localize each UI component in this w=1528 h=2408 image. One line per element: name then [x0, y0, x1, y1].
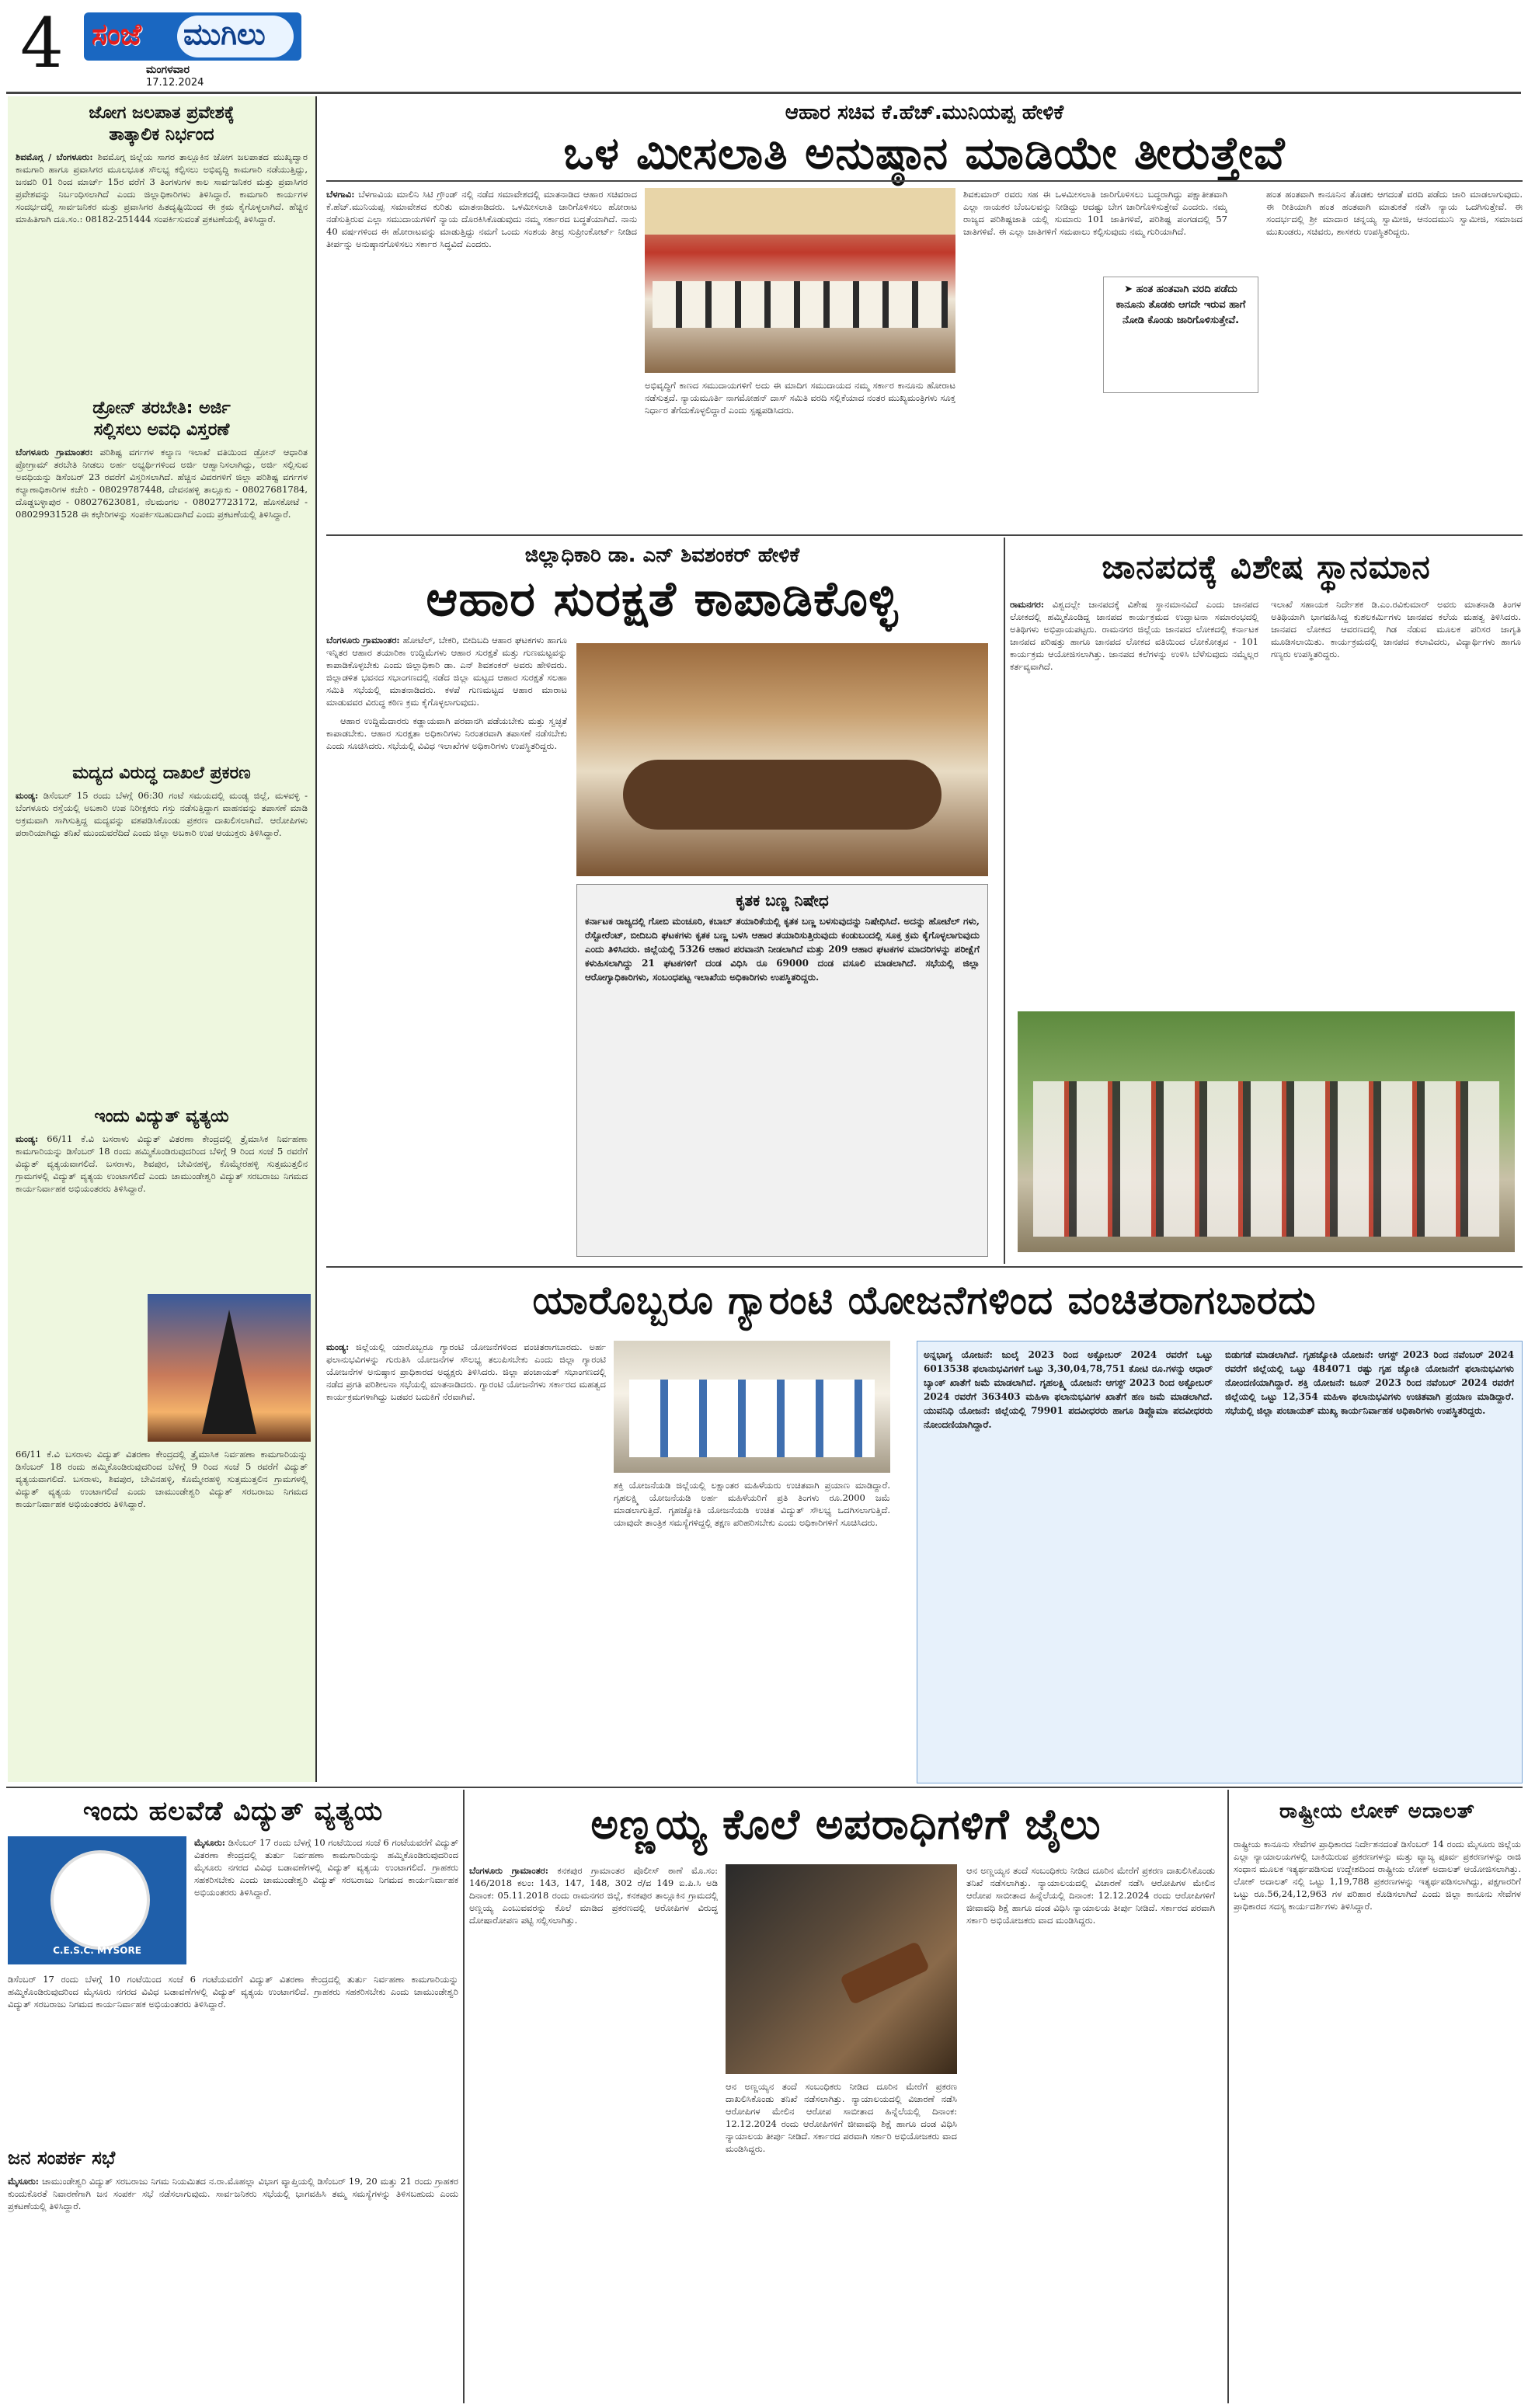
story1-kicker: ಆಹಾರ ಸಚಿವ ಕೆ.ಹೆಚ್.ಮುನಿಯಪ್ಪ ಹೇಳಿಕೆ	[785, 101, 1064, 124]
story1-headline: ಒಳ ಮೀಸಲಾತಿ ಅನುಷ್ಠಾನ ಮಾಡಿಯೇ ತೀರುತ್ತೇವೆ	[563, 127, 1286, 179]
sidebar-body-jog: ಶಿವಮೊಗ್ಗ ಜಿಲ್ಲೆಯ ಸಾಗರ ತಾಲ್ಲೂಕಿನ ಜೋಗ ಜಲಪಾತದ ಮುಖ್ಯದ್ವಾರ ಕಾಮಗಾರಿ ಹಾಗೂ ಪ್ರವಾಸಿಗರ ಮೂಲಭೂತ ಸೌಲಭ್ಯ ಕಲ್ಪಿಸಲು ಅಭಿವೃದ್ಧಿ ಕಾಮಗಾರಿ ನಡೆಯುತ್ತಿದ್ದು, ಜನವರಿ 01 ರಿಂದ ಮಾರ್ಚ್ 15ರ ವರೆಗೆ 3 ತಿಂಗಳುಗಳ ಕಾಲ ಸಾರ್ವಜನಿಕರ ಮತ್ತು ಪ್ರವಾಸಿಗರ ಪ್ರವೇಶವನ್ನು ನಿರ್ಬಂಧಿಸಲಾಗಿದೆ ಎಂದು ಜಿಲ್ಲಾಧಿಕಾರಿಗಳು ತಿಳಿಸಿದ್ದಾರೆ. ಕಾಮಗಾರಿ ಕಾರ್ಯಗಳ ಸಂದರ್ಭದಲ್ಲಿ ಸಾರ್ವಜನಿಕರ ಮತ್ತು ಪ್ರವಾಸಿಗರ ಹಿತದೃಷ್ಟಿಯಿಂದ ಈ ಕ್ರಮ ಕೈಗೊಳ್ಳಲಾಗಿದೆ. ಹೆಚ್ಚಿನ ಮಾಹಿತಿಗಾಗಿ ದೂ.ಸಂ.: 08182-251444 ಸಂಪರ್ಕಿಸುವಂತೆ ಪ್ರಕಟಣೆಯಲ್ಲಿ ತಿಳಿಸಿದ್ದಾರೆ.	[16, 151, 308, 224]
gavel-photo	[726, 1864, 957, 2074]
transmission-tower-icon	[202, 1310, 256, 1434]
story2-box-body: ಕರ್ನಾಟಕ ರಾಜ್ಯದಲ್ಲಿ ಗೋಬಿ ಮಂಚೂರಿ, ಕಬಾಬ್ ತಯಾರಿಕೆಯಲ್ಲಿ ಕೃತಕ ಬಣ್ಣ ಬಳಸುವುದನ್ನು ನಿಷೇಧಿಸಿದೆ. ಅದನ್ನು ಹೋಟೆಲ್ ಗಳು, ರೆಸ್ಟೋರೆಂಟ್, ಬೀದಿಬದಿ ಘಟಕಗಳು ಕೃತಕ ಬಣ್ಣ ಬಳಸಿ ಆಹಾರ ತಯಾರಿಸುತ್ತಿರುವುದು ಕಂಡುಬಂದಲ್ಲಿ ಸೂಕ್ತ ಕ್ರಮ ಕೈಗೊಳ್ಳಲಾಗುವುದು ಎಂದು ತಿಳಿಸಿದರು. ಜಿಲ್ಲೆಯಲ್ಲಿ 5326 ಆಹಾರ ಪರವಾನಗಿ ನೀಡಲಾಗಿದೆ ಮತ್ತು 209 ಆಹಾರ ಘಟಕಗಳ ಮಾದರಿಗಳನ್ನು ಪರೀಕ್ಷೆಗೆ ಕಳುಹಿಸಲಾಗಿದ್ದು 21 ಘಟಕಗಳಿಗೆ ದಂಡ ವಿಧಿಸಿ ರೂ 69000 ದಂಡ ವಸೂಲಿ ಮಾಡಲಾಗಿದೆ. ಸಭೆಯಲ್ಲಿ ಜಿಲ್ಲಾ ಆರೋಗ್ಯಾಧಿಕಾರಿಗಳು, ಸಂಬಂಧಪಟ್ಟ ಇಲಾಖೆಯ ಅಧಿಕಾರಿಗಳು ಉಪಸ್ಥಿತರಿದ್ದರು.	[585, 916, 980, 983]
story6-dateline: ಬೆಂಗಳೂರು ಗ್ರಾಮಾಂತರ:	[469, 1865, 549, 1876]
brand-right: ಮುಗಿಲು	[183, 17, 266, 51]
story1-col4: ಹಂತ ಹಂತವಾಗಿ ಕಾನೂನಿನ ತೊಡಕು ಆಗದಂತೆ ವರದಿ ಪಡೆದು ಜಾರಿ ಮಾಡಲಾಗುವುದು. ಈ ರೀತಿಯಾಗಿ ಹಂತ ಹಂತವಾಗಿ ಮಾತುಕತೆ ನಡೆಸಿ ನ್ಯಾಯ ಒದಗಿಸುತ್ತೇವೆ. ಈ ಸಂದರ್ಭದಲ್ಲಿ ಶ್ರೀ ಮಾದಾರ ಚನ್ನಯ್ಯ ಸ್ವಾಮೀಜಿ, ಆನಂದಮುನಿ ಸ್ವಾಮೀಜಿ, ಸಮಾಜದ ಮುಖಂಡರು, ಸಚಿವರು, ಶಾಸಕರು ಉಪಸ್ಥಿತರಿದ್ದರು.	[1266, 189, 1523, 237]
story2-photo	[576, 643, 988, 876]
story5-body: ಡಿಸೆಂಬರ್ 17 ರಂದು ಬೆಳಗ್ಗೆ 10 ಗಂಟೆಯಿಂದ ಸಂಜೆ 6 ಗಂಟೆಯವರೆಗೆ ವಿದ್ಯುತ್ ವಿತರಣಾ ಕೇಂದ್ರದಲ್ಲಿ ತುರ್ತು ನಿರ್ವಹಣಾ ಕಾಮಗಾರಿಯನ್ನು ಹಮ್ಮಿಕೊಂಡಿರುವುದರಿಂದ ಮೈಸೂರು ನಗರದ ವಿವಿಧ ಬಡಾವಣೆಗಳಲ್ಲಿ ವಿದ್ಯುತ್ ವ್ಯತ್ಯಯ ಉಂಟಾಗಲಿದೆ. ಗ್ರಾಹಕರು ಸಹಕರಿಸಬೇಕು ಎಂದು ಚಾಮುಂಡೇಶ್ವರಿ ವಿದ್ಯುತ್ ಸರಬರಾಜು ನಿಗಮದ ಕಾರ್ಯನಿರ್ವಾಹಕ ಅಭಿಯಂತರರು ತಿಳಿಸಿದ್ದಾರೆ.	[194, 1837, 458, 1898]
dignitaries-row	[653, 281, 948, 328]
masthead	[6, 5, 309, 90]
sidebar-title-jog-1: ಜೋಗ ಜಲಪಾತ ಪ್ರವೇಶಕ್ಕೆ	[89, 103, 235, 123]
story-folk	[1010, 538, 1523, 1264]
stage-banner	[645, 188, 955, 235]
sidebar-title-jog-2: ತಾತ್ಕಾಲಿಕ ನಿರ್ಭಂದ	[109, 125, 214, 144]
story5-headline: ಇಂದು ಹಲವೆಡೆ ವಿದ್ಯುತ್ ವ್ಯತ್ಯಯ	[82, 1796, 384, 1827]
story3-col2: ಇಲಾಖೆ ಸಹಾಯಕ ನಿರ್ದೇಶಕ ಡಿ.ಎಂ.ರವಿಕುಮಾರ್ ಅವರು ಮಾತನಾಡಿ ತಿಂಗಳ ಅತಿಥಿಯಾಗಿ ಭಾಗವಹಿಸಿದ್ದ ಕುಶಲಕರ್ಮಿಗಳು ಜಾನಪದ ಕಲೆಯ ಮಹತ್ವ ತಿಳಿಸಿದರು. ಜಾನಪದ ಲೋಕದ ಆವರಣದಲ್ಲಿ ಗಿಡ ನೆಡುವ ಮೂಲಕ ಪರಿಸರ ಜಾಗೃತಿ ಮೂಡಿಸಲಾಯಿತು. ಕಾರ್ಯಕ್ರಮದಲ್ಲಿ ಜಾನಪದ ಕಲಾವಿದರು, ವಿದ್ಯಾರ್ಥಿಗಳು ಹಾಗೂ ಗಣ್ಯರು ಉಪಸ್ಥಿತರಿದ್ದರು.	[1271, 599, 1521, 659]
story4-headline: ಯಾರೊಬ್ಬರೂ ಗ್ಯಾರಂಟಿ ಯೋಜನೆಗಳಿಂದ ವಂಚಿತರಾಗಬಾರದು	[532, 1278, 1317, 1323]
story1-photo	[645, 188, 955, 373]
story3-dateline: ರಾಮನಗರ:	[1010, 599, 1045, 610]
story7-body: ರಾಷ್ಟ್ರೀಯ ಕಾನೂನು ಸೇವೆಗಳ ಪ್ರಾಧಿಕಾರದ ನಿರ್ದೇಶನದಂತೆ ಡಿಸೆಂಬರ್ 14 ರಂದು ಮೈಸೂರು ಜಿಲ್ಲೆಯ ಎಲ್ಲಾ ನ್ಯಾಯಾಲಯಗಳಲ್ಲಿ ಬಾಕಿಯಿರುವ ಪ್ರಕರಣಗಳನ್ನು ಮತ್ತು ವ್ಯಾಜ್ಯ ಪೂರ್ವ ಪ್ರಕರಣಗಳನ್ನು ರಾಜಿ ಸಂಧಾನ ಮೂಲಕ ಇತ್ಯರ್ಥಪಡಿಸುವ ಉದ್ದೇಶದಿಂದ ರಾಷ್ಟ್ರೀಯ ಲೋಕ್ ಅದಾಲತ್ ಆಯೋಜಿಸಲಾಗಿತ್ತು. ಲೋಕ್ ಅದಾಲತ್ ನಲ್ಲಿ ಒಟ್ಟು 1,19,788 ಪ್ರಕರಣಗಳನ್ನು ಇತ್ಯರ್ಥಪಡಿಸಲಾಗಿದ್ದು, ಪಕ್ಷಗಾರರಿಗೆ ಒಟ್ಟು ರೂ.56,24,12,963 ಗಳ ಪರಿಹಾರ ಕೊಡಿಸಲಾಗಿದೆ ಎಂದು ಜಿಲ್ಲಾ ಕಾನೂನು ಸೇವೆಗಳ ಪ್ರಾಧಿಕಾರದ ಸದಸ್ಯ ಕಾರ್ಯದರ್ಶಿಗಳು ತಿಳಿಸಿದ್ದಾರೆ.	[1234, 1839, 1521, 1912]
officials-row	[629, 1380, 875, 1457]
story4-col2: ಶಕ್ತಿ ಯೋಜನೆಯಡಿ ಜಿಲ್ಲೆಯಲ್ಲಿ ಲಕ್ಷಾಂತರ ಮಹಿಳೆಯರು ಉಚಿತವಾಗಿ ಪ್ರಯಾಣ ಮಾಡಿದ್ದಾರೆ. ಗೃಹಲಕ್ಷ್ಮಿ ಯೋಜನೆಯಡಿ ಅರ್ಹ ಮಹಿಳೆಯರಿಗೆ ಪ್ರತಿ ತಿಂಗಳು ರೂ.2000 ಜಮೆ ಮಾಡಲಾಗುತ್ತಿದೆ. ಗೃಹಜ್ಯೋತಿ ಯೋಜನೆಯಡಿ ಉಚಿತ ವಿದ್ಯುತ್ ಸೌಲಭ್ಯ ಒದಗಿಸಲಾಗುತ್ತಿದೆ. ಯಾವುದೇ ತಾಂತ್ರಿಕ ಸಮಸ್ಯೆಗಳಿದ್ದಲ್ಲಿ ತಕ್ಷಣ ಪರಿಹರಿಸಬೇಕು ಎಂದು ಅಧಿಕಾರಿಗಳಿಗೆ ಸೂಚಿಸಿದರು.	[614, 1480, 890, 1528]
story5-sub-dateline: ಮೈಸೂರು:	[8, 2176, 40, 2187]
story2-kicker: ಜಿಲ್ಲಾಧಿಕಾರಿ ಡಾ. ಎನ್ ಶಿವಶಂಕರ್ ಹೇಳಿಕೆ	[524, 544, 800, 567]
story-food-safety	[326, 538, 998, 1264]
story2-box	[576, 884, 988, 1257]
story5-sub-headline: ಜನ ಸಂಪರ್ಕ ಸಭೆ	[8, 2147, 116, 2169]
story3-photo	[1018, 1011, 1515, 1252]
quote-bullet-icon: ➤	[1124, 284, 1136, 295]
sidebar-body-liquor: ಡಿಸೆಂಬರ್ 15 ರಂದು ಬೆಳಗ್ಗೆ 06:30 ಗಂಟೆ ಸಮಯದಲ್ಲಿ ಮಂಡ್ಯ ಜಿಲ್ಲೆ, ಮಳವಳ್ಳಿ - ಬೆಂಗಳೂರು ರಸ್ತೆಯಲ್ಲಿ ಅಬಕಾರಿ ಉಪ ನಿರೀಕ್ಷಕರು ಗಸ್ತು ನಡೆಸುತ್ತಿದ್ದಾಗ ವಾಹನವನ್ನು ತಪಾಸಣೆ ಮಾಡಿ ಅಕ್ರಮವಾಗಿ ಸಾಗಿಸುತ್ತಿದ್ದ ಮದ್ಯವನ್ನು ವಶಪಡಿಸಿಕೊಂಡು ಪ್ರಕರಣ ದಾಖಲಿಸಲಾಗಿದೆ. ಆರೋಪಿಗಳು ಪರಾರಿಯಾಗಿದ್ದು ತನಿಖೆ ಮುಂದುವರೆದಿದೆ ಎಂದು ಜಿಲ್ಲಾ ಅಬಕಾರಿ ಉಪ ಆಯುಕ್ತರು ತಿಳಿಸಿದ್ದಾರೆ.	[16, 790, 308, 838]
story3-headline: ಜಾನಪದಕ್ಕೆ ವಿಶೇಷ ಸ್ಥಾನಮಾನ	[1102, 548, 1431, 586]
story5-body-cont: ಡಿಸೆಂಬರ್ 17 ರಂದು ಬೆಳಗ್ಗೆ 10 ಗಂಟೆಯಿಂದ ಸಂಜೆ 6 ಗಂಟೆಯವರೆಗೆ ವಿದ್ಯುತ್ ವಿತರಣಾ ಕೇಂದ್ರದಲ್ಲಿ ತುರ್ತು ನಿರ್ವಹಣಾ ಕಾಮಗಾರಿಯನ್ನು ಹಮ್ಮಿಕೊಂಡಿರುವುದರಿಂದ ಮೈಸೂರು ನಗರದ ವಿವಿಧ ಬಡಾವಣೆಗಳಲ್ಲಿ ವಿದ್ಯುತ್ ವ್ಯತ್ಯಯ ಉಂಟಾಗಲಿದೆ. ಗ್ರಾಹಕರು ಸಹಕರಿಸಬೇಕು ಎಂದು ಚಾಮುಂಡೇಶ್ವರಿ ವಿದ್ಯುತ್ ಸರಬರಾಜು ನಿಗಮದ ಕಾರ್ಯನಿರ್ವಾಹಕ ಅಭಿಯಂತರರು ತಿಳಿಸಿದ್ದಾರೆ.	[8, 1974, 458, 2010]
conference-table	[623, 760, 942, 830]
story2-right-rule	[1004, 538, 1005, 1264]
sidebar-title-drone-1: ಡ್ರೋನ್ ತರಬೇತಿ: ಅರ್ಜಿ	[92, 398, 231, 418]
story1-bottom-rule	[326, 534, 1523, 536]
story2-headline: ಆಹಾರ ಸುರಕ್ಷತೆ ಕಾಪಾಡಿಕೊಳ್ಳಿ	[426, 570, 899, 627]
story1-top-rule	[326, 180, 1523, 182]
sidebar-story-drone	[16, 398, 308, 757]
cesc-logo-circle	[50, 1850, 150, 1950]
story1-pullquote-text: ಹಂತ ಹಂತವಾಗಿ ವರದಿ ಪಡೆದು ಕಾನೂನು ತೊಡಕು ಆಗದೇ ಇರುವ ಹಾಗೆ ನೋಡಿ ಕೊಂಡು ಜಾರಿಗೊಳಿಸುತ್ತೇವೆ.	[1116, 284, 1246, 326]
story-guarantee	[326, 1269, 1523, 1786]
sidebar-title-drone-2: ಸಲ್ಲಿಸಲು ಅವಧಿ ವಿಸ್ತರಣೆ	[93, 420, 230, 440]
cesc-logo-text: C.E.S.C. MYSORE	[53, 1945, 141, 1956]
story5-right-rule	[463, 1790, 465, 2403]
issue-date: 17.12.2024	[146, 77, 204, 89]
story-power-cut	[8, 1790, 458, 2403]
sidebar-body-power: 66/11 ಕೆ.ವಿ ಬಸರಾಳು ವಿದ್ಯುತ್ ವಿತರಣಾ ಕೇಂದ್ರದಲ್ಲಿ ತ್ರೈಮಾಸಿಕ ನಿರ್ವಹಣಾ ಕಾಮಗಾರಿಯನ್ನು ಡಿಸೆಂಬರ್ 18 ರಂದು ಹಮ್ಮಿಕೊಂಡಿರುವುದರಿಂದ ಬೆಳಿಗ್ಗೆ 9 ರಿಂದ ಸಂಜೆ 5 ರವರೆಗೆ ವಿದ್ಯುತ್ ವ್ಯತ್ಯಯವಾಗಲಿದೆ. ಬಸರಾಳು, ಶಿವಪುರ, ಬೇವಿನಹಳ್ಳಿ, ಕೊಮ್ಮೇರಹಳ್ಳಿ ಸುತ್ತಮುತ್ತಲಿನ ಗ್ರಾಮಗಳಲ್ಲಿ ವಿದ್ಯುತ್ ವ್ಯತ್ಯಯ ಉಂಟಾಗಲಿದೆ ಎಂದು ಚಾಮುಂಡೇಶ್ವರಿ ವಿದ್ಯುತ್ ಸರಬರಾಜು ನಿಗಮದ ಕಾರ್ಯನಿರ್ವಾಹಕ ಅಭಿಯಂತರರು ತಿಳಿಸಿದ್ದಾರೆ.	[16, 1133, 308, 1194]
story6-headline: ಅಣ್ಣಯ್ಯ ಕೊಲೆ ಅಪರಾಧಿಗಳಿಗೆ ಜೈಲು	[590, 1800, 1102, 1849]
sidebar-body-power-cont: 66/11 ಕೆ.ವಿ ಬಸರಾಳು ವಿದ್ಯುತ್ ವಿತರಣಾ ಕೇಂದ್ರದಲ್ಲಿ ತ್ರೈಮಾಸಿಕ ನಿರ್ವಹಣಾ ಕಾಮಗಾರಿಯನ್ನು ಡಿಸೆಂಬರ್ 18 ರಂದು ಹಮ್ಮಿಕೊಂಡಿರುವುದರಿಂದ ಬೆಳಿಗ್ಗೆ 9 ರಿಂದ ಸಂಜೆ 5 ರವರೆಗೆ ವಿದ್ಯುತ್ ವ್ಯತ್ಯಯವಾಗಲಿದೆ. ಬಸರಾಳು, ಶಿವಪುರ, ಬೇವಿನಹಳ್ಳಿ, ಕೊಮ್ಮೇರಹಳ್ಳಿ ಸುತ್ತಮುತ್ತಲಿನ ಗ್ರಾಮಗಳಲ್ಲಿ ವಿದ್ಯುತ್ ವ್ಯತ್ಯಯ ಉಂಟಾಗಲಿದೆ ಎಂದು ಚಾಮುಂಡೇಶ್ವರಿ ವಿದ್ಯುತ್ ಸರಬರಾಜು ನಿಗಮದ ಕಾರ್ಯನಿರ್ವಾಹಕ ಅಭಿಯಂತರರು ತಿಳಿಸಿದ್ದಾರೆ.	[16, 1449, 308, 1509]
story6-right-rule	[1227, 1790, 1229, 2403]
story1-col1: ಬೆಳಗಾವಿಯ ಮಾಲಿನಿ ಸಿಟಿ ಗ್ರೌಂಡ್ ನಲ್ಲಿ ನಡೆದ ಸಮಾವೇಶದಲ್ಲಿ ಮಾತನಾಡಿದ ಆಹಾರ ಸಚಿವರಾದ ಕೆ.ಹೆಚ್.ಮುನಿಯಪ್ಪ ಸಮಾವೇಶದ ಕುರಿತು ಮಾತನಾಡಿದರು. ಒಳಮೀಸಲಾತಿ ಜಾರಿಗೊಳಿಸಲು ಹೋರಾಟ ನಡೆಸುತ್ತಿರುವ ಎಲ್ಲಾ ಸಮುದಾಯಗಳಿಗೆ ನ್ಯಾಯ ದೊರಕಿಸಿಕೊಡುವುದು ನಮ್ಮ ಸರ್ಕಾರದ ಬದ್ಧತೆಯಾಗಿದೆ. ನಾನು 40 ವರ್ಷಗಳಿಂದ ಈ ಹೋರಾಟವನ್ನು ಮಾಡುತ್ತಿದ್ದು ನಮಗೆ ಒಂದು ಸಂಶಯ ತೀವ್ರ ಸುಪ್ರೀಂಕೋರ್ಟ್ ನೀಡಿದ ತೀರ್ಪನ್ನು ಅನುಷ್ಠಾನಗೊಳಿಸಲು ಸರ್ಕಾರ ಸಿದ್ಧವಿದೆ ಎಂದರು.	[326, 189, 637, 249]
story4-col1: ಜಿಲ್ಲೆಯಲ್ಲಿ ಯಾರೊಬ್ಬರೂ ಗ್ಯಾರಂಟಿ ಯೋಜನೆಗಳಿಂದ ವಂಚಿತರಾಗಬಾರದು. ಅರ್ಹ ಫಲಾನುಭವಿಗಳನ್ನು ಗುರುತಿಸಿ ಯೋಜನೆಗಳ ಸೌಲಭ್ಯ ತಲುಪಿಸಬೇಕು ಎಂದು ಜಿಲ್ಲಾ ಗ್ಯಾರಂಟಿ ಯೋಜನೆಗಳ ಅನುಷ್ಠಾನ ಪ್ರಾಧಿಕಾರದ ಅಧ್ಯಕ್ಷರು ತಿಳಿಸಿದರು. ಜಿಲ್ಲಾ ಪಂಚಾಯತ್ ಸಭಾಂಗಣದಲ್ಲಿ ನಡೆದ ಪ್ರಗತಿ ಪರಿಶೀಲನಾ ಸಭೆಯಲ್ಲಿ ಮಾತನಾಡಿದರು. ಗ್ಯಾರಂಟಿ ಯೋಜನೆಗಳು ಸರ್ಕಾರದ ಮಹತ್ವದ ಕಾರ್ಯಕ್ರಮಗಳಾಗಿದ್ದು ಬಡವರ ಬದುಕಿಗೆ ನೆರವಾಗಿವೆ.	[326, 1341, 606, 1402]
story5-dateline: ಮೈಸೂರು:	[194, 1837, 226, 1848]
brand-logo	[84, 12, 301, 61]
story2-box-title: ಕೃತಕ ಬಣ್ಣ ನಿಷೇಧ	[736, 891, 829, 910]
story7-headline: ರಾಷ್ಟ್ರೀಯ ಲೋಕ್ ಅದಾಲತ್	[1279, 1800, 1475, 1823]
story4-photo	[614, 1341, 890, 1473]
sidebar-title-liquor: ಮದ್ಯದ ವಿರುದ್ಧ ದಾಖಲೆ ಪ್ರಕರಣ	[72, 764, 251, 783]
story3-bottom-rule	[326, 1266, 1523, 1268]
story1-col2: ಅಭಿವೃದ್ಧಿಗೆ ಕಾಣದ ಸಮುದಾಯಗಳಿಗೆ ಅದು ಈ ಮಾದಿಗ ಸಮುದಾಯದ ನಮ್ಮ ಸರ್ಕಾರ ಕಾನೂನು ಹೋರಾಟ ನಡೆಸುತ್ತದೆ. ನ್ಯಾಯಮೂರ್ತಿ ನಾಗಮೋಹನ್ ದಾಸ್ ಸಮಿತಿ ವರದಿ ಸಲ್ಲಿಕೆಯಾದ ನಂತರ ಮುಖ್ಯಮಂತ್ರಿಗಳು ಸೂಕ್ತ ನಿರ್ಧಾರ ತೆಗೆದುಕೊಳ್ಳಲಿದ್ದಾರೆ ಎಂದು ಸ್ಪಷ್ಟಪಡಿಸಿದರು.	[645, 380, 955, 416]
story4-bottom-rule	[6, 1787, 1523, 1788]
story2-col2: ಆಹಾರ ಉದ್ದಿಮೆದಾರರು ಕಡ್ಡಾಯವಾಗಿ ಪರವಾನಗಿ ಪಡೆಯಬೇಕು ಮತ್ತು ಸ್ವಚ್ಛತೆ ಕಾಪಾಡಬೇಕು. ಆಹಾರ ಸುರಕ್ಷತಾ ಅಧಿಕಾರಿಗಳು ನಿರಂತರವಾಗಿ ತಪಾಸಣೆ ನಡೆಸಬೇಕು ಎಂದು ಸೂಚಿಸಿದರು. ಸಭೆಯಲ್ಲಿ ವಿವಿಧ ಇಲಾಖೆಗಳ ಅಧಿಕಾರಿಗಳು ಉಪಸ್ಥಿತರಿದ್ದರು.	[326, 715, 567, 751]
story1-pullquote	[1103, 277, 1258, 393]
sidebar-body-drone: ಪರಿಶಿಷ್ಟ ವರ್ಗಗಳ ಕಲ್ಯಾಣ ಇಲಾಖೆ ವತಿಯಿಂದ ಡ್ರೋನ್ ಆಧಾರಿತ ಪ್ರೋಗ್ರಾಮ್ ತರಬೇತಿ ನೀಡಲು ಅರ್ಹ ಅಭ್ಯರ್ಥಿಗಳಿಂದ ಅರ್ಜಿ ಆಹ್ವಾನಿಸಲಾಗಿದ್ದು, ಅರ್ಜಿ ಸಲ್ಲಿಸುವ ಅವಧಿಯನ್ನು ಡಿಸೆಂಬರ್ 23 ರವರೆಗೆ ವಿಸ್ತರಿಸಲಾಗಿದೆ. ಹೆಚ್ಚಿನ ವಿವರಗಳಿಗೆ ಜಿಲ್ಲಾ ಪರಿಶಿಷ್ಟ ವರ್ಗಗಳ ಕಲ್ಯಾಣಾಧಿಕಾರಿಗಳ ಕಚೇರಿ - 08029787448, ದೇವನಹಳ್ಳಿ ತಾಲ್ಲೂಕು - 08027681784, ದೊಡ್ಡಬಳ್ಳಾಪುರ - 08027623081, ನೆಲಮಂಗಲ - 08027723172, ಹೊಸಕೋಟೆ - 08029931528 ಈ ಕಛೇರಿಗಳನ್ನು ಸಂಪರ್ಕಿಸಬಹುದಾಗಿದೆ ಎಂದು ಪ್ರಕಟಣೆಯಲ್ಲಿ ತಿಳಿಸಿದ್ದಾರೆ.	[16, 447, 308, 520]
sidebar-story-power	[16, 1106, 308, 1681]
story5-sub-body: ಚಾಮುಂಡೇಶ್ವರಿ ವಿದ್ಯುತ್ ಸರಬರಾಜು ನಿಗಮ ನಿಯಮಿತದ ನ.ರಾ.ಮೊಹಲ್ಲಾ ವಿಭಾಗ ವ್ಯಾಪ್ತಿಯಲ್ಲಿ ಡಿಸೆಂಬರ್ 19, 20 ಮತ್ತು 21 ರಂದು ಗ್ರಾಹಕರ ಕುಂದುಕೊರತೆ ನಿವಾರಣೆಗಾಗಿ ಜನ ಸಂಪರ್ಕ ಸಭೆ ನಡೆಸಲಾಗುವುದು. ಸಾರ್ವಜನಿಕರು ಸಭೆಯಲ್ಲಿ ಭಾಗವಹಿಸಿ ತಮ್ಮ ಸಮಸ್ಯೆಗಳನ್ನು ತಿಳಿಸಬಹುದು ಎಂದು ಪ್ರಕಟಣೆಯಲ್ಲಿ ತಿಳಿಸಿದ್ದಾರೆ.	[8, 2176, 458, 2211]
sidebar-dateline-drone: ಬೆಂಗಳೂರು ಗ್ರಾಮಾಂತರ:	[16, 447, 93, 458]
story2-col1: ಹೋಟೆಲ್, ಬೇಕರಿ, ಬೀದಿಬದಿ ಆಹಾರ ಘಟಕಗಳು ಹಾಗೂ ಇನ್ನಿತರ ಆಹಾರ ತಯಾರಿಕಾ ಉದ್ದಿಮೆಗಳು ಆಹಾರ ಸುರಕ್ಷತೆ ಮತ್ತು ಗುಣಮಟ್ಟವನ್ನು ಕಾಪಾಡಿಕೊಳ್ಳಬೇಕು ಎಂದು ಜಿಲ್ಲಾಧಿಕಾರಿ ಡಾ. ಎನ್ ಶಿವಶಂಕರ್ ಅವರು ಹೇಳಿದರು. ಜಿಲ್ಲಾಡಳಿತ ಭವನದ ಸಭಾಂಗಣದಲ್ಲಿ ನಡೆದ ಜಿಲ್ಲಾ ಮಟ್ಟದ ಆಹಾರ ಸುರಕ್ಷತೆ ಸಲಹಾ ಸಮಿತಿ ಸಭೆಯಲ್ಲಿ ಮಾತನಾಡಿದರು. ಕಳಪೆ ಗುಣಮಟ್ಟದ ಆಹಾರ ಮಾರಾಟ ಮಾಡುವವರ ವಿರುದ್ಧ ಕಠಿಣ ಕ್ರಮ ಕೈಗೊಳ್ಳಲಾಗುವುದು.	[326, 635, 567, 708]
story6-col3: ಆನ ಅಣ್ಣಯ್ಯನ ತಂದೆ ಸಂಬಂಧಿಕರು ನೀಡಿದ ದೂರಿನ ಮೇರೆಗೆ ಪ್ರಕರಣ ದಾಖಲಿಸಿಕೊಂಡು ತನಿಖೆ ನಡೆಸಲಾಗಿತ್ತು. ನ್ಯಾಯಾಲಯದಲ್ಲಿ ವಿಚಾರಣೆ ನಡೆಸಿ ಆರೋಪಿಗಳ ಮೇಲಿನ ಆರೋಪ ಸಾಬೀತಾದ ಹಿನ್ನೆಲೆಯಲ್ಲಿ ದಿನಾಂಕ: 12.12.2024 ರಂದು ಆರೋಪಿಗಳಿಗೆ ಜೀವಾವಧಿ ಶಿಕ್ಷೆ ಹಾಗೂ ದಂಡ ವಿಧಿಸಿ ನ್ಯಾಯಾಲಯ ತೀರ್ಪು ನೀಡಿದೆ. ಸರ್ಕಾರದ ಪರವಾಗಿ ಸರ್ಕಾರಿ ಅಭಿಯೋಜಕರು ವಾದ ಮಂಡಿಸಿದ್ದರು.	[966, 1865, 1215, 1926]
story6-col2: ಆನ ಅಣ್ಣಯ್ಯನ ತಂದೆ ಸಂಬಂಧಿಕರು ನೀಡಿದ ದೂರಿನ ಮೇರೆಗೆ ಪ್ರಕರಣ ದಾಖಲಿಸಿಕೊಂಡು ತನಿಖೆ ನಡೆಸಲಾಗಿತ್ತು. ನ್ಯಾಯಾಲಯದಲ್ಲಿ ವಿಚಾರಣೆ ನಡೆಸಿ ಆರೋಪಿಗಳ ಮೇಲಿನ ಆರೋಪ ಸಾಬೀತಾದ ಹಿನ್ನೆಲೆಯಲ್ಲಿ ದಿನಾಂಕ: 12.12.2024 ರಂದು ಆರೋಪಿಗಳಿಗೆ ಜೀವಾವಧಿ ಶಿಕ್ಷೆ ಹಾಗೂ ದಂಡ ವಿಧಿಸಿ ನ್ಯಾಯಾಲಯ ತೀರ್ಪು ನೀಡಿದೆ. ಸರ್ಕಾರದ ಪರವಾಗಿ ಸರ್ಕಾರಿ ಅಭಿಯೋಜಕರು ವಾದ ಮಂಡಿಸಿದ್ದರು.	[726, 2081, 957, 2154]
story2-dateline: ಬೆಂಗಳೂರು ಗ್ರಾಮಾಂತರ:	[326, 635, 400, 645]
story4-dateline: ಮಂಡ್ಯ:	[326, 1341, 350, 1352]
page-number: 4	[20, 3, 64, 83]
gavel-icon	[840, 1941, 931, 2006]
story-murder-verdict	[469, 1790, 1223, 2403]
sidebar-story-liquor	[16, 763, 308, 1100]
brand-left: ಸಂಜೆ	[92, 17, 142, 51]
sidebar-title-power: ಇಂದು ವಿದ್ಯುತ್ ವ್ಯತ್ಯಯ	[94, 1107, 229, 1126]
group-people	[1033, 1081, 1499, 1237]
weekday: ಮಂಗಳವಾರ	[146, 64, 190, 76]
story6-col1: ಕನಕಪುರ ಗ್ರಾಮಾಂತರ ಪೊಲೀಸ್ ಠಾಣೆ ಮೊ.ಸಂ: 146/2018 ಕಲಂ: 143, 147, 148, 302 ರೆ/ವ 149 ಐ.ಪಿ.ಸಿ ಅಡಿ ದಿನಾಂಕ: 05.11.2018 ರಂದು ರಾಮನಗರ ಜಿಲ್ಲೆ, ಕನಕಪುರ ತಾಲ್ಲೂಕಿನ ಗ್ರಾಮದಲ್ಲಿ ಅಣ್ಣಯ್ಯ ಎಂಬುವವರನ್ನು ಕೊಲೆ ಮಾಡಿದ ಪ್ರಕರಣದಲ್ಲಿ ಆರೋಪಿಗಳ ವಿರುದ್ಧ ದೋಷಾರೋಪಣ ಪಟ್ಟಿ ಸಲ್ಲಿಸಲಾಗಿತ್ತು.	[469, 1865, 718, 1926]
story4-stats-box	[917, 1341, 1523, 1783]
story1-dateline: ಬೆಳಗಾವಿ:	[326, 189, 355, 200]
story-reservation	[326, 98, 1523, 533]
power-tower-image	[148, 1294, 311, 1442]
sidebar-story-jog	[16, 103, 308, 393]
left-sidebar	[8, 96, 317, 1782]
sidebar-dateline-jog: ಶಿವಮೊಗ್ಗ / ಬೆಂಗಳೂರು:	[16, 151, 93, 162]
story4-box-col1: ಅನ್ನಭಾಗ್ಯ ಯೋಜನೆ: ಜುಲೈ 2023 ರಿಂದ ಅಕ್ಟೋಬರ್ 2024 ರವರೆಗೆ ಒಟ್ಟು 6013538 ಫಲಾನುಭವಿಗಳಿಗೆ ಒಟ್ಟು 3,30,04,78,751 ಕೋಟಿ ರೂ.ಗಳನ್ನು ಆಧಾರ್ ಬ್ಯಾಂಕ್ ಖಾತೆಗೆ ಜಮೆ ಮಾಡಲಾಗಿದೆ. ಗೃಹಲಕ್ಷ್ಮಿ ಯೋಜನೆ: ಆಗಸ್ಟ್ 2023 ರಿಂದ ಅಕ್ಟೋಬರ್ 2024 ರವರೆಗೆ 363403 ಮಹಿಳಾ ಫಲಾನುಭವಿಗಳ ಖಾತೆಗೆ ಹಣ ಜಮೆ ಮಾಡಲಾಗಿದೆ. ಯುವನಿಧಿ ಯೋಜನೆ: ಜಿಲ್ಲೆಯಲ್ಲಿ 79901 ಪದವೀಧರರು ಹಾಗೂ ಡಿಪ್ಲೊಮಾ ಪದವೀಧರರು ನೋಂದಣಿಯಾಗಿದ್ದಾರೆ.	[924, 1349, 1213, 1430]
story1-col3: ಶಿವಕುಮಾರ್ ರವರು ಸಹ ಈ ಒಳಮೀಸಲಾತಿ ಜಾರಿಗೊಳಿಸಲು ಬದ್ಧರಾಗಿದ್ದು ಪಕ್ಷಾತೀತವಾಗಿ ಎಲ್ಲಾ ನಾಯಕರ ಬೆಂಬಲವನ್ನು ನೀಡಿದ್ದು ಆದಷ್ಟು ಬೇಗ ಜಾರಿಗೊಳಿಸುತ್ತೇವೆ ಎಂದರು. ನಮ್ಮ ರಾಜ್ಯದ ಪರಿಶಿಷ್ಟಜಾತಿ ಯಲ್ಲಿ ಸುಮಾರು 101 ಜಾತಿಗಳಿವೆ, ಪರಿಶಿಷ್ಟ ಪಂಗಡದಲ್ಲಿ 57 ಜಾತಿಗಳಿವೆ. ಈ ಎಲ್ಲಾ ಜಾತಿಗಳಿಗೆ ಸಮಪಾಲು ಕಲ್ಪಿಸುವುದು ನಮ್ಮ ಗುರಿಯಾಗಿದೆ.	[963, 189, 1227, 237]
story-lok-adalat	[1234, 1790, 1521, 2403]
story3-col1: ವಿಶ್ವದಲ್ಲೇ ಜಾನಪದಕ್ಕೆ ವಿಶೇಷ ಸ್ಥಾನಮಾನವಿದೆ ಎಂದು ಜಾನಪದ ಲೋಕದಲ್ಲಿ ಹಮ್ಮಿಕೊಂಡಿದ್ದ ಜಾನಪದ ಕಾರ್ಯಕ್ರಮದ ಉದ್ಘಾಟನಾ ಸಮಾರಂಭದಲ್ಲಿ ಅತಿಥಿಗಳು ಅಭಿಪ್ರಾಯಪಟ್ಟರು. ರಾಮನಗರ ಜಿಲ್ಲೆಯ ಜಾನಪದ ಲೋಕದಲ್ಲಿ ಕರ್ನಾಟಕ ಜಾನಪದ ಪರಿಷತ್ತು ಹಾಗೂ ಜಾನಪದ ಲೋಕದ ವತಿಯಿಂದ ಲೋಕೋತ್ಸವ - 101 ಕಾರ್ಯಕ್ರಮ ಆಯೋಜಿಸಲಾಗಿತ್ತು. ಜಾನಪದ ಕಲೆಗಳನ್ನು ಉಳಿಸಿ ಬೆಳೆಸುವುದು ನಮ್ಮೆಲ್ಲರ ಕರ್ತವ್ಯವಾಗಿದೆ.	[1010, 599, 1258, 672]
cesc-logo	[8, 1836, 186, 1964]
sidebar-dateline-power: ಮಂಡ್ಯ:	[16, 1133, 39, 1144]
story4-box-col2: ಬಿಡುಗಡೆ ಮಾಡಲಾಗಿದೆ. ಗೃಹಜ್ಯೋತಿ ಯೋಜನೆ: ಆಗಸ್ಟ್ 2023 ರಿಂದ ನವೆಂಬರ್ 2024 ರವರೆಗೆ ಜಿಲ್ಲೆಯಲ್ಲಿ ಒಟ್ಟು 484071 ರಷ್ಟು ಗೃಹ ಜ್ಯೋತಿ ಯೋಜನೆಗೆ ಫಲಾನುಭವಿಗಳು ನೋಂದಣಿಯಾಗಿದ್ದಾರೆ. ಶಕ್ತಿ ಯೋಜನೆ: ಜೂನ್ 2023 ರಿಂದ ನವೆಂಬರ್ 2024 ರವರೆಗೆ ಜಿಲ್ಲೆಯಲ್ಲಿ ಒಟ್ಟು 12,354 ಮಹಿಳಾ ಫಲಾನುಭವಿಗಳು ಉಚಿತವಾಗಿ ಪ್ರಯಾಣ ಮಾಡಿದ್ದಾರೆ. ಸಭೆಯಲ್ಲಿ ಜಿಲ್ಲಾ ಪಂಚಾಯತ್ ಮುಖ್ಯ ಕಾರ್ಯನಿರ್ವಾಹಕ ಅಧಿಕಾರಿಗಳು ಉಪಸ್ಥಿತರಿದ್ದರು.	[1225, 1349, 1514, 1416]
sidebar-dateline-liquor: ಮಂಡ್ಯ:	[16, 790, 39, 801]
masthead-rule	[6, 92, 1521, 94]
